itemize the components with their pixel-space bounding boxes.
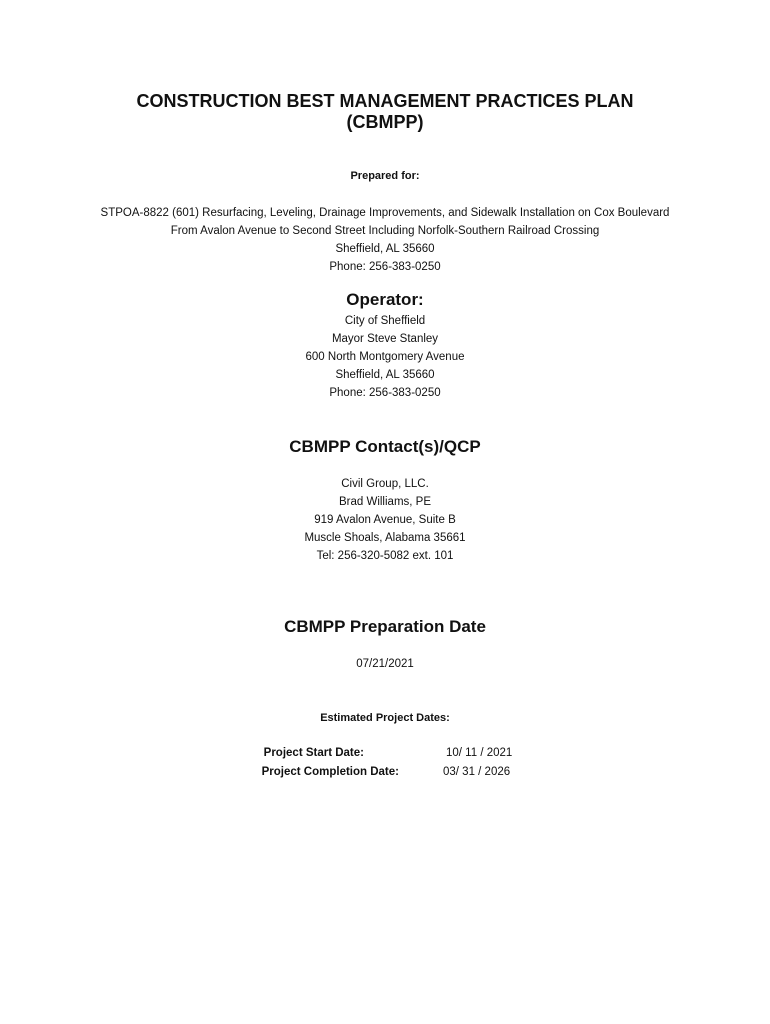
completion-date-value: 03/ 31 / 2026 bbox=[443, 766, 511, 778]
estimated-dates-label: Estimated Project Dates: bbox=[320, 712, 450, 724]
contact-company: Civil Group, LLC. bbox=[341, 478, 429, 490]
title-line-1: CONSTRUCTION BEST MANAGEMENT PRACTICES PLAN bbox=[136, 91, 634, 111]
operator-contact: Mayor Steve Stanley bbox=[331, 333, 439, 345]
project-limits: From Avalon Avenue to Second Street Including Norfolk-Southern Railroad Crossing bbox=[170, 225, 600, 237]
project-phone: Phone: 256-383-0250 bbox=[329, 261, 441, 273]
title-line-2: (CBMPP) bbox=[346, 112, 424, 132]
contact-city: Muscle Shoals, Alabama 35661 bbox=[304, 532, 466, 544]
contact-person: Brad Williams, PE bbox=[338, 496, 432, 508]
completion-date-label: Project Completion Date: bbox=[261, 766, 399, 778]
completion-date-row bbox=[0, 766, 770, 784]
preparation-heading: CBMPP Preparation Date bbox=[284, 617, 486, 636]
operator-heading: Operator: bbox=[346, 290, 424, 309]
start-date-row bbox=[0, 747, 770, 765]
operator-city: Sheffield, AL 35660 bbox=[335, 369, 435, 381]
operator-phone: Phone: 256-383-0250 bbox=[329, 387, 441, 399]
project-description: STPOA-8822 (601) Resurfacing, Leveling, Drainage Improvements, and Sidewalk Installation on Cox Boulevard bbox=[100, 207, 670, 219]
contacts-block bbox=[0, 475, 770, 565]
operator-name: City of Sheffield bbox=[344, 315, 426, 327]
contacts-heading: CBMPP Contact(s)/QCP bbox=[289, 437, 481, 456]
start-date-value: 10/ 11 / 2021 bbox=[446, 747, 513, 759]
project-city: Sheffield, AL 35660 bbox=[335, 243, 435, 255]
document-title bbox=[0, 91, 770, 133]
operator-address: 600 North Montgomery Avenue bbox=[305, 351, 465, 363]
operator-block bbox=[0, 312, 770, 402]
prepared-for-label: Prepared for: bbox=[350, 170, 420, 182]
start-date-label: Project Start Date: bbox=[263, 747, 364, 759]
prepared-for-block bbox=[0, 204, 770, 276]
contact-phone: Tel: 256-320-5082 ext. 101 bbox=[316, 550, 454, 562]
contact-address: 919 Avalon Avenue, Suite B bbox=[314, 514, 456, 526]
preparation-date: 07/21/2021 bbox=[356, 658, 414, 670]
